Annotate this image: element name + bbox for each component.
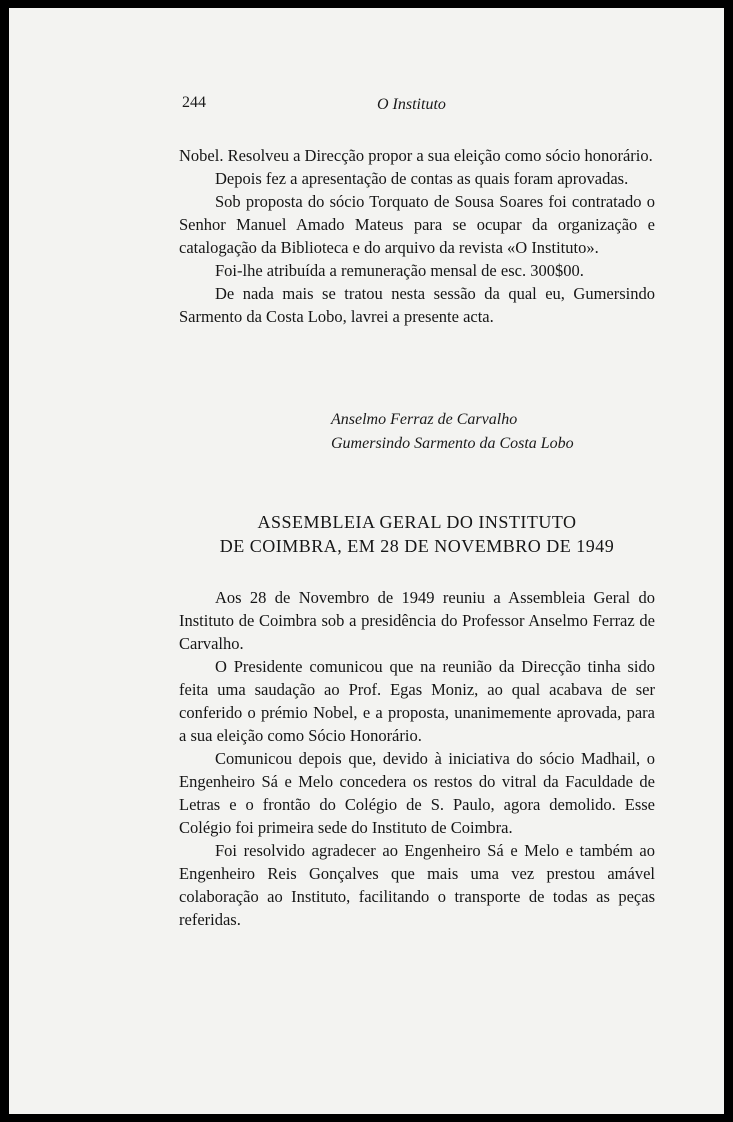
paragraph: Foi resolvido agradecer ao Engenheiro Sá e Melo e também ao Engenheiro Reis Gonçalves que mais uma vez prestou amável colaboração ao Instituto, facilitando o transporte de todas as peças referidas. xyxy=(179,841,655,929)
section-heading xyxy=(179,510,655,558)
page-number: 244 xyxy=(182,94,206,111)
paragraph: Aos 28 de Novembro de 1949 reuniu a Assembleia Geral do Instituto de Coimbra sob a presidência do Professor Anselmo Ferraz de Carvalho. xyxy=(179,588,655,653)
paragraph: Depois fez a apresentação de contas as quais foram aprovadas. xyxy=(215,169,629,188)
paragraph: De nada mais se tratou nesta sessão da qual eu, Gumersindo Sarmento da Costa Lobo, lavrei a presente acta. xyxy=(179,284,655,326)
assembly-minutes xyxy=(179,586,655,931)
signature-line: Anselmo Ferraz de Carvalho xyxy=(331,411,518,428)
minutes-continuation xyxy=(179,144,655,328)
paragraph: Comunicou depois que, devido à iniciativa do sócio Madhail, o Engenheiro Sá e Melo concedera os restos do vitral da Faculdade de Letras e o frontão do Colégio de S. Paulo, agora demolido. Esse Colégio foi primeira sede do Instituto de Coimbra. xyxy=(179,749,655,837)
signatures xyxy=(331,408,574,456)
running-title: O Instituto xyxy=(377,96,446,113)
paragraph: Sob proposta do sócio Torquato de Sousa Soares foi contratado o Senhor Manuel Amado Mateus para se ocupar da organização e catalogação da Biblioteca e do arquivo da revista «O Instituto». xyxy=(179,192,655,257)
signature-line: Gumersindo Sarmento da Costa Lobo xyxy=(331,435,574,452)
page xyxy=(9,8,724,1114)
paragraph: O Presidente comunicou que na reunião da Direcção tinha sido feita uma saudação ao Prof. Egas Moniz, ao qual acabava de ser conferido o prémio Nobel, e a proposta, unanimemente aprovada, para a sua eleição como Sócio Honorário. xyxy=(179,657,655,745)
paragraph: Foi-lhe atribuída a remuneração mensal de esc. 300$00. xyxy=(215,261,584,280)
paragraph: Nobel. Resolveu a Direcção propor a sua eleição como sócio honorário. xyxy=(179,146,653,165)
heading-line: ASSEMBLEIA GERAL DO INSTITUTO xyxy=(257,512,577,532)
heading-line: DE COIMBRA, EM 28 DE NOVEMBRO DE 1949 xyxy=(219,536,615,556)
